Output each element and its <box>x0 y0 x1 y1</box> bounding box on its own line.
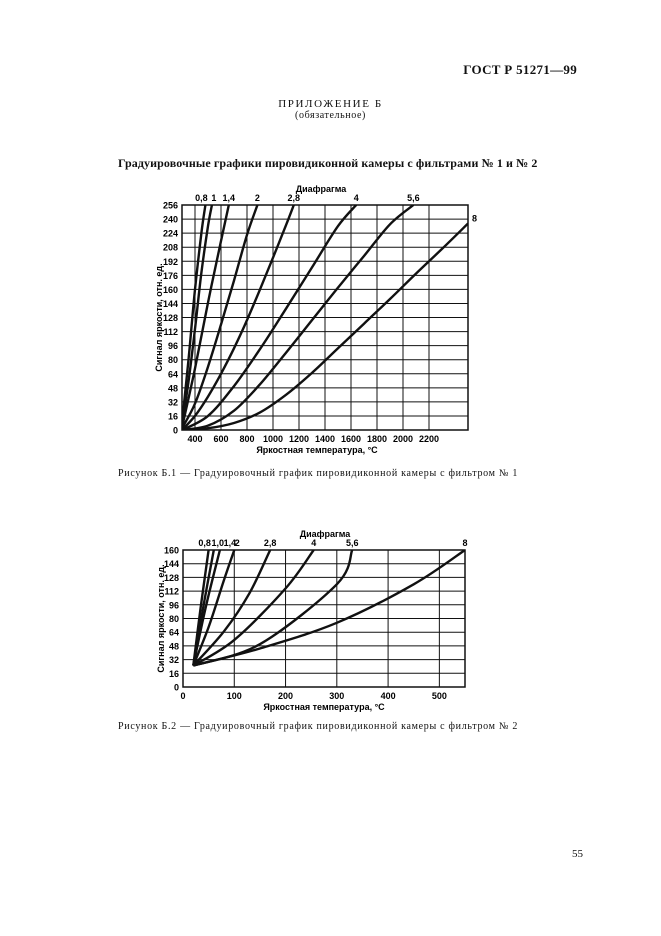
x-tick-label: 2200 <box>418 434 440 444</box>
y-tick-label: 48 <box>168 641 179 652</box>
x-tick-label: 400 <box>187 434 203 444</box>
figure-b2-chart <box>0 520 661 720</box>
x-tick-label: 300 <box>329 691 345 701</box>
x-tick-label: 2000 <box>392 434 414 444</box>
curve-label-2-8: 2,8 <box>263 538 277 548</box>
curve-1 <box>182 205 212 426</box>
y-tick-label: 0 <box>172 425 178 436</box>
figure-b1-chart <box>0 180 661 460</box>
y-axis-label: Сигнал яркости, отн. ед. <box>156 564 166 673</box>
y-tick-label: 144 <box>163 559 179 570</box>
curve-0-8 <box>182 205 205 423</box>
x-tick-label: 800 <box>239 434 255 444</box>
diaphragm-label: Диафрагма <box>295 184 347 194</box>
y-tick-label: 16 <box>168 668 179 679</box>
x-tick-label: 100 <box>226 691 242 701</box>
y-tick-label: 32 <box>167 397 178 408</box>
curve-label-8: 8 <box>462 538 468 548</box>
y-tick-label: 64 <box>167 369 178 380</box>
x-axis-label: Яркостная температура, °С <box>263 702 385 712</box>
x-tick-label: 1400 <box>314 434 336 444</box>
section-title: Градуировочные графики пировидиконной камеры с фильтрами № 1 и № 2 <box>118 156 538 170</box>
y-tick-label: 96 <box>168 600 179 611</box>
curve-5-6 <box>193 550 352 666</box>
curve-label-5-6: 5,6 <box>407 193 420 203</box>
curve-label-0-8: 0,8 <box>195 193 208 203</box>
figure-b2-caption: Рисунок Б.2 — Градуировочный график пировидиконной камеры с фильтром № 2 <box>118 721 519 732</box>
figure-b1-caption: Рисунок Б.1 — Градуировочный график пировидиконной камеры с фильтром № 1 <box>118 468 519 479</box>
y-tick-label: 160 <box>163 545 179 556</box>
y-tick-label: 112 <box>164 586 179 597</box>
y-tick-label: 128 <box>162 313 178 323</box>
diaphragm-label: Диафрагма <box>299 529 351 539</box>
x-axis-label: Яркостная температура, °С <box>256 445 378 455</box>
y-tick-label: 96 <box>167 341 178 352</box>
y-tick-label: 224 <box>162 228 178 239</box>
x-tick-label: 600 <box>213 434 229 444</box>
y-tick-label: 160 <box>162 284 178 295</box>
x-tick-label: 1000 <box>262 434 284 444</box>
curve-label-2-8: 2,8 <box>287 193 301 203</box>
x-tick-label: 1800 <box>366 434 388 444</box>
curve-label-5-6: 5,6 <box>345 538 359 548</box>
y-tick-label: 256 <box>162 200 178 211</box>
y-tick-label: 240 <box>162 214 178 225</box>
y-tick-label: 64 <box>168 627 179 638</box>
y-tick-label: 80 <box>167 355 178 366</box>
y-tick-label: 0 <box>173 682 179 693</box>
y-tick-label: 112 <box>163 327 178 338</box>
x-tick-label: 200 <box>278 691 294 701</box>
curve-label-8: 8 <box>472 213 478 224</box>
x-tick-label: 500 <box>431 691 447 701</box>
curve-label-1-4: 1,4 <box>223 538 237 548</box>
y-tick-label: 192 <box>162 256 178 267</box>
y-tick-label: 16 <box>167 411 178 422</box>
y-tick-label: 144 <box>162 298 178 309</box>
y-tick-label: 208 <box>162 242 178 253</box>
curve-label-4: 4 <box>311 538 317 548</box>
y-tick-label: 32 <box>168 655 179 666</box>
curve-label-2: 2 <box>254 193 260 203</box>
x-tick-label: 1600 <box>340 434 362 444</box>
y-axis-label: Сигнал яркости, отн. ед. <box>154 263 164 372</box>
standard-header: ГОСТ Р 51271—99 <box>463 62 577 77</box>
curve-label-4: 4 <box>353 193 359 203</box>
appendix-subtitle: (обязательное) <box>295 110 366 121</box>
curve-label-2: 2 <box>234 538 240 548</box>
y-tick-label: 48 <box>167 383 178 394</box>
curve-label-1: 1 <box>211 193 217 203</box>
curve-label-1-4: 1,4 <box>222 193 236 203</box>
page-number: 55 <box>572 848 583 860</box>
x-tick-label: 1200 <box>288 434 310 444</box>
x-tick-label: 400 <box>380 691 396 701</box>
appendix-title: ПРИЛОЖЕНИЕ Б <box>278 98 383 110</box>
x-tick-label: 0 <box>180 691 186 701</box>
y-tick-label: 128 <box>163 572 179 583</box>
curve-label-1-0: 1,0 <box>211 538 225 548</box>
y-tick-label: 80 <box>168 614 179 624</box>
curve-label-0-8: 0,8 <box>198 538 211 548</box>
y-tick-label: 176 <box>162 270 178 281</box>
